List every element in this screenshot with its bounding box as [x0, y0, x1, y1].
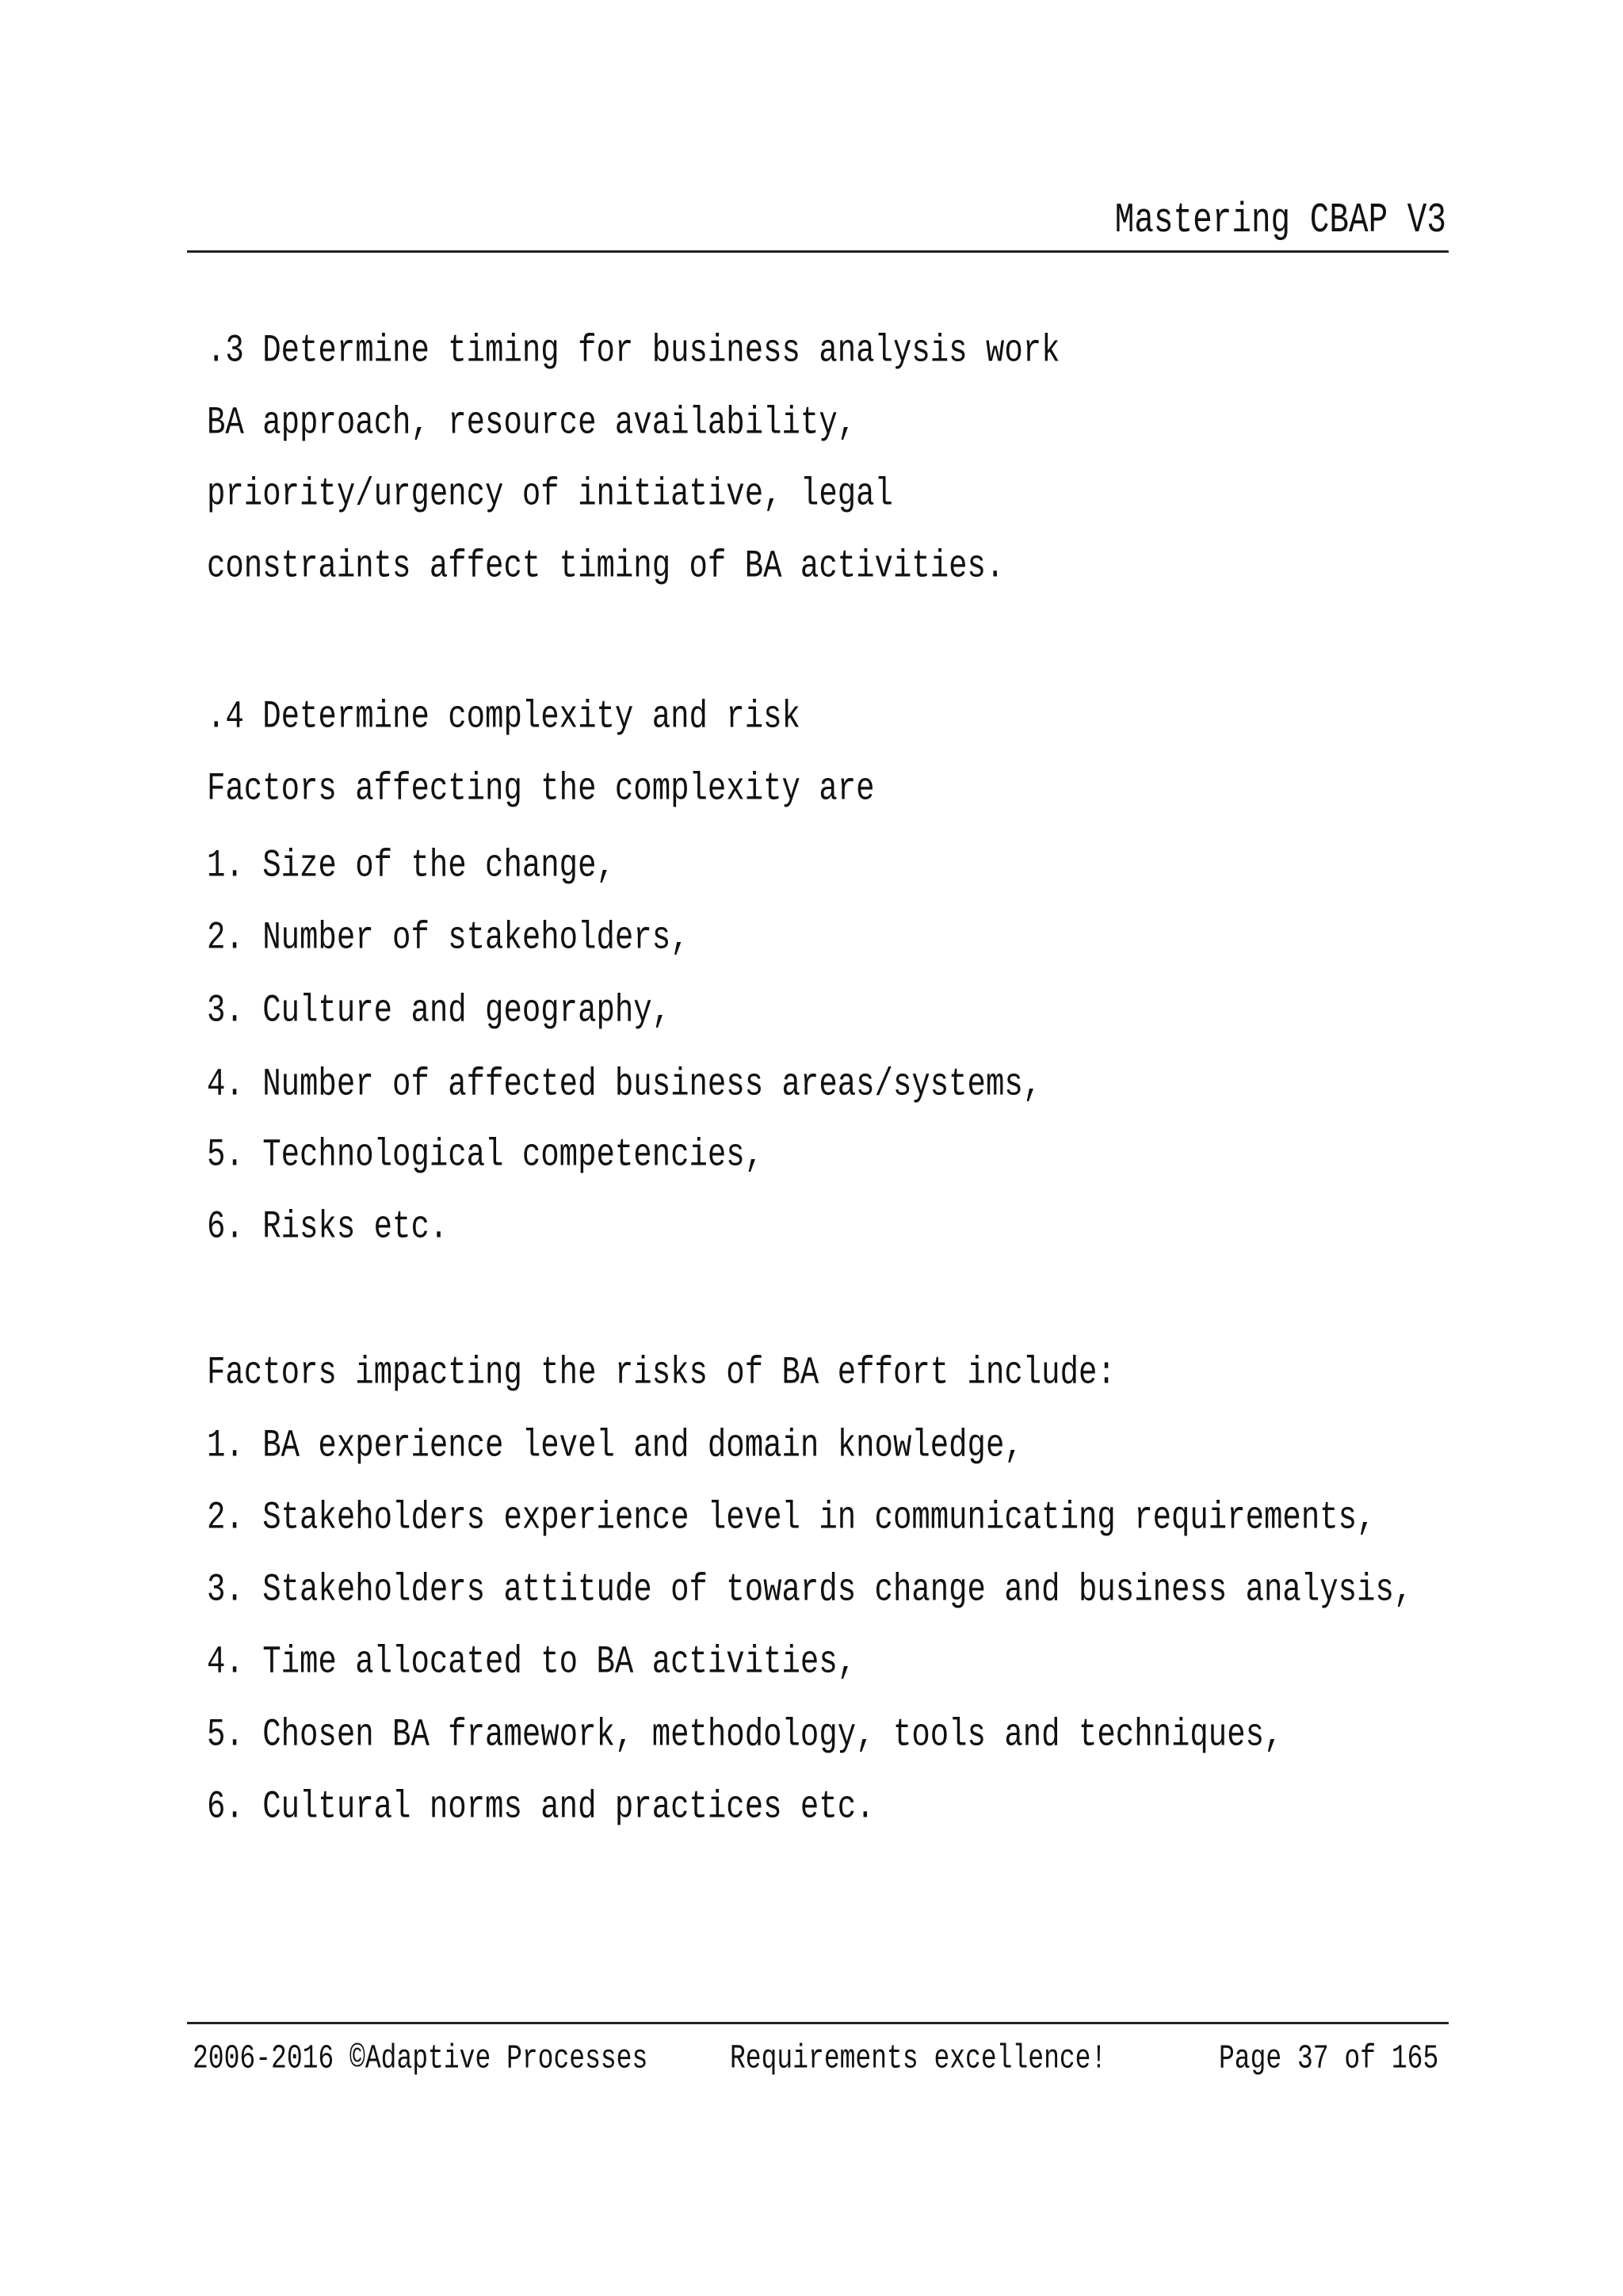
paragraph-line: Factors affecting the complexity are	[207, 767, 875, 811]
list-item: 5. Chosen BA framework, methodology, tools and techniques,	[207, 1713, 1283, 1757]
paragraph-line: priority/urgency of initiative, legal	[207, 472, 893, 517]
footer-tagline: Requirements excellence!	[730, 2039, 1107, 2078]
list-item: 2. Stakeholders experience level in communicating requirements,	[207, 1496, 1376, 1540]
section-heading: .3 Determine timing for business analysis work	[207, 329, 1060, 373]
list-item: 3. Culture and geography,	[207, 989, 671, 1033]
paragraph-line: BA approach, resource availability,	[207, 401, 857, 445]
footer-rule	[187, 2022, 1449, 2024]
list-item: 6. Cultural norms and practices etc.	[207, 1785, 875, 1829]
running-header: Mastering CBAP V3	[1114, 197, 1446, 245]
paragraph-line: constraints affect timing of BA activities.	[207, 544, 1005, 589]
list-item: 4. Number of affected business areas/systems,	[207, 1062, 1042, 1107]
list-item: 3. Stakeholders attitude of towards change and business analysis,	[207, 1568, 1413, 1612]
list-item: 5. Technological competencies,	[207, 1133, 764, 1177]
list-item: 4. Time allocated to BA activities,	[207, 1640, 857, 1684]
list-item: 2. Number of stakeholders,	[207, 916, 689, 960]
footer-page-number: Page 37 of 165	[1219, 2039, 1439, 2078]
footer-copyright: 2006-2016 ©Adaptive Processes	[193, 2039, 648, 2078]
header-rule	[187, 250, 1449, 253]
paragraph-line: Factors impacting the risks of BA effort include:	[207, 1351, 1116, 1395]
list-item: 1. BA experience level and domain knowledge,	[207, 1424, 1023, 1468]
section-heading: .4 Determine complexity and risk	[207, 695, 800, 739]
list-item: 1. Size of the change,	[207, 844, 615, 888]
list-item: 6. Risks etc.	[207, 1205, 449, 1249]
